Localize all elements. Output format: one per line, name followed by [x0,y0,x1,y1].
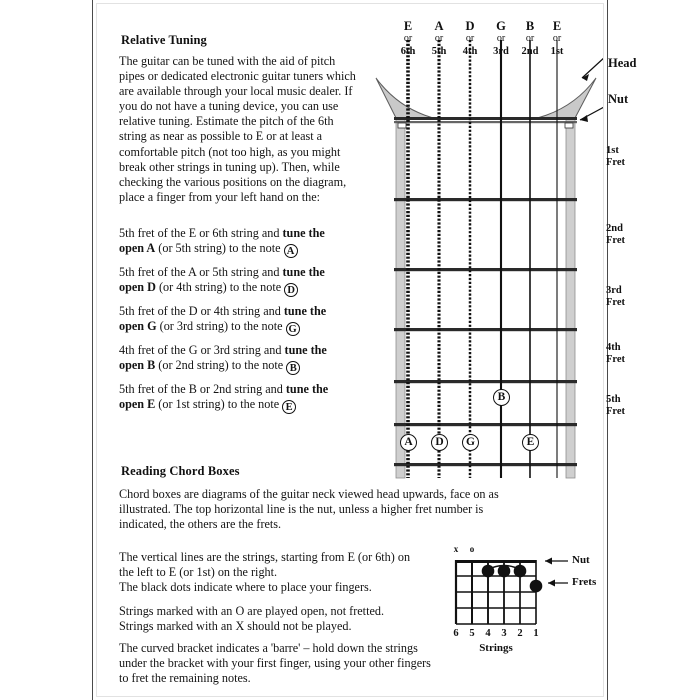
chord-box-diagram [448,540,613,660]
fret-label-4-word: Fret [606,353,626,365]
tuning-step-1-line2-bold: open A [119,241,156,256]
fret-label-2 [606,223,640,246]
string-header-5 [427,19,451,58]
chordbox-dot-string2-fret1 [514,565,527,578]
chordbox-caption-strings: Strings [479,642,513,654]
string-header-4-name: D [465,19,475,33]
note-circle-g: G [286,322,300,336]
tuning-step-5-line1-plain: 5th fret of the B or 2nd string and [119,382,286,396]
string-header-2-or: or [525,33,535,44]
string-header-5-name: A [434,19,444,33]
fret-wire-4 [394,380,577,383]
fretboard-note-b: B [493,389,510,406]
chordbox-paragraph-5: The curved bracket indicates a 'barre' – hold down the strings under the bracket with your first finger, using your other fingers to fret the remaining notes. [119,641,431,686]
tuning-step-1-line1-bold: tune the [282,226,325,240]
chordbox-string-number-1: 1 [533,628,539,639]
fret-label-3 [606,285,640,308]
string-header-5-or: or [434,33,444,44]
fret-label-5 [606,394,640,417]
tuning-step-4-line1-plain: 4th fret of the G or 3rd string and [119,343,285,357]
tuning-step-4-line2-plain: (or 2nd string) to the note [155,358,287,373]
fret-label-1-ordinal: 1st [606,145,619,156]
string-header-5-number: 5th [431,46,447,57]
fret-wire-2 [394,268,577,271]
fret-wire-6 [394,463,577,466]
fret-label-5-ordinal: 5th [606,394,621,405]
string-header-1 [545,19,569,58]
chordbox-dot-string1-fret2 [530,580,543,593]
chordbox-callout-frets: Frets [572,576,597,588]
note-circle-e: E [282,400,296,414]
tuning-step-3-line2-bold: open G [119,319,157,334]
tuning-step-4-line1-bold: tune the [284,343,327,357]
tuning-step-5-line1-bold: tune the [285,382,329,396]
tuning-step-5-line2-plain: (or 1st string) to the note [155,397,283,412]
string-header-3 [489,19,513,58]
string-header-2-name: B [525,19,535,33]
fretboard-svg [368,20,603,485]
fretboard-note-a: A [400,434,417,451]
fretboard-note-d: D [431,434,448,451]
string-header-6-or: or [403,33,413,44]
fret-label-5-word: Fret [606,405,626,417]
chordbox-callout-nut: Nut [572,554,590,566]
tuning-step-2-line1-bold: tune the [282,265,325,279]
string-header-6-number: 6th [400,46,416,57]
string-header-4-number: 4th [462,46,478,57]
chordbox-paragraph-1: Chord boxes are diagrams of the guitar neck viewed head upwards, face on as illustrated. The top horizontal line is the nut, unless a higher fret number is indicated, the others are the frets. [119,487,499,532]
chordbox-string-number-3: 3 [501,628,507,639]
string-header-3-name: G [496,19,506,33]
fret-label-4 [606,342,640,365]
chordbox-string-number-6: 6 [453,628,459,639]
string-header-3-number: 3rd [493,46,509,57]
chordbox-string-number-2: 2 [517,628,523,639]
fret-label-1-word: Fret [606,156,626,168]
string-header-1-or: or [552,33,562,44]
string-header-6-name: E [403,19,413,33]
chordbox-marker-o-string5: o [469,544,475,554]
tuning-step-5 [119,382,359,414]
chordbox-paragraph-3: The black dots indicate where to place your fingers. [119,580,372,594]
chordbox-dot-string4-fret1 [482,565,495,578]
fret-wire-3 [394,328,577,331]
string-header-2 [518,19,542,58]
fret-wire-5 [394,423,577,426]
fret-label-3-word: Fret [606,296,626,308]
note-circle-a: A [284,244,298,258]
fret-label-2-word: Fret [606,234,626,246]
nut-line-upper [394,117,577,120]
tuning-step-2-line2-bold: open D [119,280,156,295]
string-header-3-or: or [496,33,506,44]
fret-wire-1 [394,198,577,201]
string-header-1-number: 1st [550,46,564,57]
tuning-step-2 [119,265,359,297]
note-circle-b: B [286,361,300,375]
chordbox-dot-string3-fret1 [498,565,511,578]
fret-label-3-ordinal: 3rd [606,285,622,296]
tuning-step-1-line1-plain: 5th fret of the E or 6th string and [119,226,283,240]
nut-line-lower [394,121,577,123]
tuning-step-4 [119,343,359,375]
chordbox-string-number-5: 5 [469,628,475,639]
fret-label-2-ordinal: 2nd [606,223,623,234]
document-page [92,0,637,700]
chordbox-nut-line [456,560,536,563]
nut-slot-right [565,123,573,128]
page-title-reading-chord-boxes: Reading Chord Boxes [121,464,240,478]
chordbox-paragraph-2: The vertical lines are the strings, starting from E (or 6th) on the left to E (or 1st) on the right. [119,550,411,580]
note-circle-d: D [284,283,298,297]
chordbox-string-number-4: 4 [485,628,491,639]
tuning-step-1-line2-plain: (or 5th string) to the note [155,241,284,256]
tuning-step-3 [119,304,359,336]
tuning-step-1 [119,226,359,258]
tuning-step-2-line2-plain: (or 4th string) to the note [155,280,285,295]
nut-slot-left [398,123,406,128]
head-callout-arrow [582,56,603,78]
tuning-step-5-line2-bold: open E [119,397,156,412]
fret-label-4-ordinal: 4th [606,342,621,353]
string-header-6 [396,19,420,58]
chordbox-marker-x-string6: x [453,544,459,554]
tuning-step-3-line1-bold: tune the [283,304,327,318]
nut-callout-label: Nut [608,92,629,106]
string-header-1-name: E [552,19,562,33]
relative-tuning-intro-paragraph: The guitar can be tuned with the aid of pitch pipes or dedicated electronic guitar tuners which are available through your local music dealer. If you do not have a tuning device, you can use relative tuning. Estimate the pitch of the 6th string as near as possible to E or at least a comfortable pitch (not too high, as you might break other strings in tuning up). Then, while checking the various positions on the diagram, place a finger from your left hand on the: [119,54,356,204]
string-header-4-or: or [465,33,475,44]
tuning-step-2-line1-plain: 5th fret of the A or 5th string and [119,265,283,279]
chordbox-paragraph-4: Strings marked with an O are played open, not fretted. Strings marked with an X should not be played. [119,604,385,634]
fretboard-diagram [368,19,637,485]
tuning-step-3-line2-plain: (or 3rd string) to the note [156,319,286,334]
string-header-2-number: 2nd [521,46,539,57]
fretboard-note-e: E [522,434,539,451]
string-header-4 [458,19,482,58]
fretboard-note-g: G [462,434,479,451]
page-title-relative-tuning: Relative Tuning [121,33,207,47]
tuning-step-4-line2-bold: open B [119,358,156,373]
head-callout-label: Head [608,56,637,70]
fret-label-1 [606,145,640,168]
tuning-step-3-line1-plain: 5th fret of the D or 4th string and [119,304,284,318]
